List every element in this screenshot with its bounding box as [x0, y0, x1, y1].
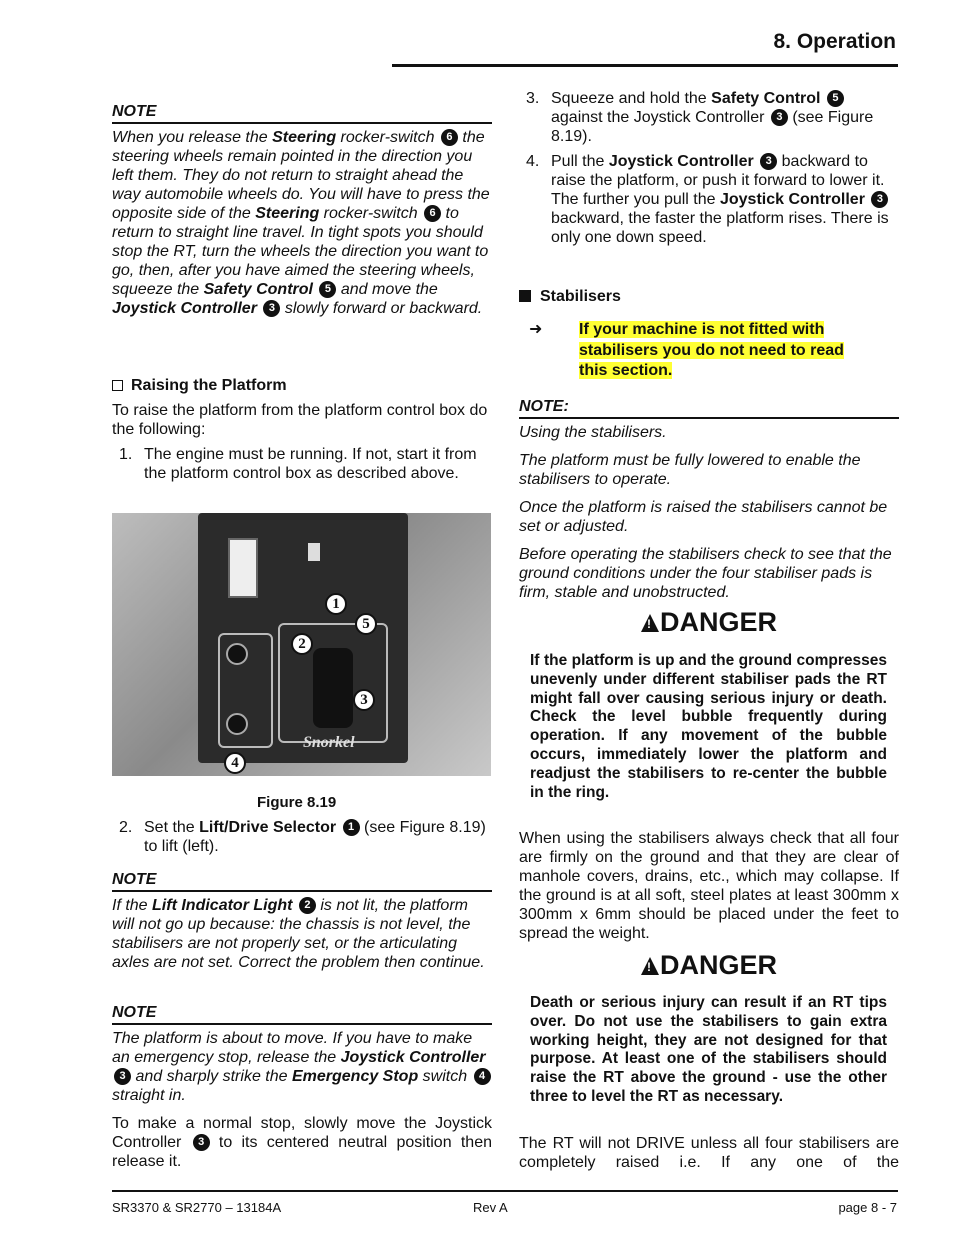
stabilisers-heading: Stabilisers	[519, 287, 899, 306]
callout-5-icon: 5	[355, 613, 377, 635]
note-heading: NOTE:	[519, 397, 899, 419]
step-2	[112, 818, 492, 856]
figure-caption: Figure 8.19	[257, 794, 337, 811]
normal-stop-paragraph: To make a normal stop, slowly move the Joystick Controller 3 to its centered neutral position then release it.	[112, 1115, 492, 1170]
callout-6-icon: 6	[424, 205, 441, 222]
list-item: 3. Squeeze and hold the Safety Control 5 against the Joystick Controller 3 (see Figure 8.19).	[526, 90, 874, 145]
warning-triangle-icon	[641, 957, 659, 975]
note-heading: NOTE	[112, 870, 492, 892]
note-body: If the Lift Indicator Light 2 is not lit, the platform will not go up because: the chassis is not level, the stabilisers are not properly set, or the articulating axles are not set. Correct the problem then continue.	[112, 897, 485, 971]
section-title: 8. Operation	[773, 30, 896, 53]
checkbox-icon	[112, 380, 123, 391]
list-item: 1. The engine must be running. If not, start it from the platform control box as described above.	[119, 446, 477, 482]
callout-1-icon: 1	[325, 593, 347, 615]
note-paragraph: Using the stabilisers.	[519, 424, 667, 441]
callout-2-icon: 2	[291, 633, 313, 655]
stabiliser-check-paragraph: When using the stabilisers always check that all four are firmly on the ground and that they are clear of manhole covers, drains, etc., which may collapse. If the ground is at all soft, steel plates at least 300mm x 300mm x 6mm should be placed under the feet to spread the weight.	[519, 830, 899, 942]
note-heading: NOTE	[112, 102, 492, 124]
note-paragraph: Before operating the stabilisers check to see that the ground conditions under the four stabiliser pads is firm, stable and unobstructed.	[519, 546, 892, 601]
arrow-right-icon: ➜	[529, 321, 543, 338]
danger-body-1: If the platform is up and the ground compresses unevenly under different stabiliser pads the RT might fall over causing serious injury or death. Check the level bubble frequently during operation. If any movement of the bubble occurs, immediately lower the platform and readjust the stabilisers to re-center the bubble in the ring.	[530, 652, 887, 801]
callout-3-icon: 3	[871, 191, 888, 208]
figure-photo	[112, 513, 491, 776]
callout-3-icon: 3	[771, 109, 788, 126]
callout-4-icon: 4	[224, 752, 246, 774]
note-emergency-stop	[112, 1003, 492, 1105]
stabilisers-warning: ➜ If your machine is not fitted with stabilisers you do not need to read this section.	[529, 321, 844, 379]
callout-6-icon: 6	[441, 129, 458, 146]
note-paragraph: Once the platform is raised the stabilisers cannot be set or adjusted.	[519, 499, 888, 535]
raising-heading: Raising the Platform	[112, 376, 492, 395]
list-item: 2. Set the Lift/Drive Selector 1 (see Figure 8.19) to lift (left).	[119, 819, 486, 855]
raising-section	[112, 376, 492, 483]
footer-page-number: page 8 - 7	[838, 1200, 897, 1215]
note-body: The platform is about to move. If you have to make an emergency stop, release the Joystick Controller 3 and sharply strike the Emergency Stop switch 4 straight in.	[112, 1029, 492, 1105]
danger-heading-1: !DANGER	[641, 607, 777, 637]
warning-triangle-icon	[641, 614, 659, 632]
callout-5-icon: 5	[319, 281, 336, 298]
callout-3-icon: 3	[114, 1068, 131, 1085]
footer-rule	[112, 1190, 898, 1192]
raising-intro: To raise the platform from the platform control box do the following:	[112, 402, 488, 438]
steps-3-4	[519, 89, 899, 247]
callout-5-icon: 5	[827, 90, 844, 107]
square-bullet-icon	[519, 290, 531, 302]
footer-doc-id: SR3370 & SR2770 – 13184A	[112, 1200, 282, 1215]
snorkel-logo: Snorkel	[303, 734, 355, 751]
note-steering	[112, 102, 492, 318]
note-body: When you release the Steering rocker-switch 6 the steering wheels remain pointed in the direction you left them. They do not return to straight ahead the way automobile wheels do. You will have to press the opposite side of the Steering rocker-switch 6 to return to straight line travel. In tight spots you should stop the RT, turn the wheels the direction you want to go, then, after you have aimed the steering wheels, squeeze the Safety Control 5 and move the Joystick Controller 3 slowly forward or backward.	[112, 129, 490, 317]
note-heading: NOTE	[112, 1003, 492, 1025]
header-rule	[392, 64, 898, 67]
footer-revision: Rev A	[473, 1200, 508, 1215]
stabilisers-section	[519, 287, 899, 382]
note-lift-indicator	[112, 870, 492, 972]
callout-2-icon: 2	[299, 897, 316, 914]
note-paragraph: The platform must be fully lowered to enable the stabilisers to operate.	[519, 452, 861, 488]
danger-heading-2: !DANGER	[641, 950, 777, 980]
callout-3-icon: 3	[760, 153, 777, 170]
callout-3-icon: 3	[193, 1134, 210, 1151]
note-stabilisers	[519, 397, 899, 602]
danger-body-2: Death or serious injury can result if an RT tips over. Do not use the stabilisers to gain extra working height, they are not designed for that purpose. At least one of the stabilisers should raise the RT above the ground - use the other three to level the RT as necessary.	[530, 994, 887, 1105]
callout-3-icon: 3	[263, 300, 280, 317]
callout-3-icon: 3	[353, 689, 375, 711]
drive-paragraph: The RT will not DRIVE unless all four stabilisers are completely raised i.e. If any one of the	[519, 1135, 899, 1171]
callout-4-icon: 4	[474, 1068, 491, 1085]
callout-1-icon: 1	[343, 819, 360, 836]
list-item: 4. Pull the Joystick Controller 3 backward to raise the platform, or push it forward to lower it. The further you pull the Joystick Controller 3 backward, the faster the platform rises. There is only one down speed.	[526, 153, 889, 246]
